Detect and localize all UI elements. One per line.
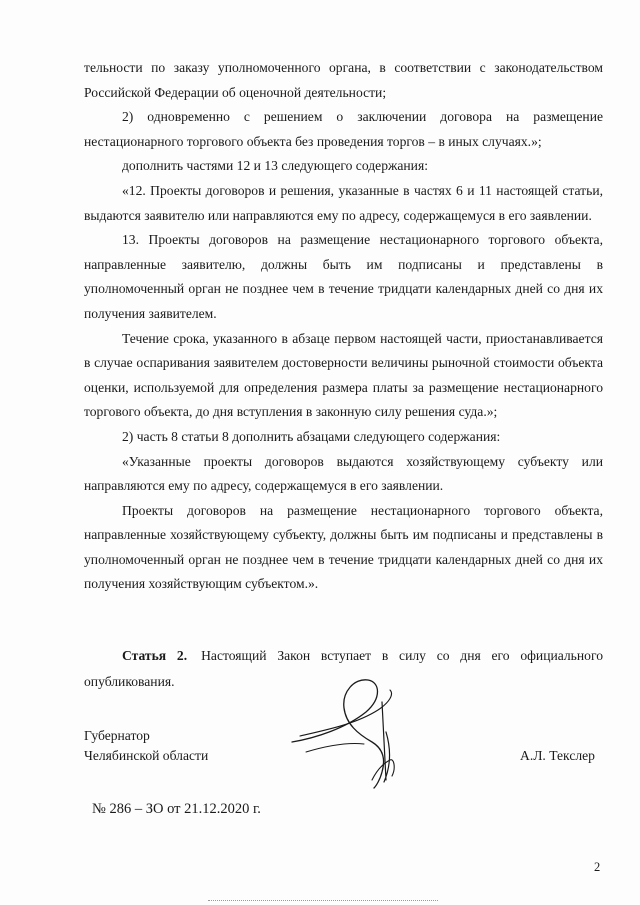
paragraph-1: тельности по заказу уполномоченного органа, в соответствии с законодательством Российской Федерации об оценочной деятельности; (84, 60, 603, 100)
paragraph-6: Течение срока, указанного в абзаце первом настоящей части, приостанавливается в случае оспаривания заявителем достоверности величины рыночной стоимости объекта оценки, используемой для определения размера платы за размещение нестационарного торгового объекта, до дня вступления в законную силу решения суда.»; (84, 330, 603, 420)
paragraph-5: 13. Проекты договоров на размещение нестационарного торгового объекта, направленные заявителю, должны быть им подписаны и представлены в уполномоченный орган не позднее чем в течение тридцати календарных дней со дня их получения заявителем. (84, 232, 603, 321)
paragraph-3: дополнить частями 12 и 13 следующего содержания: (122, 158, 428, 174)
page-number: 2 (594, 860, 601, 874)
paragraph-8: «Указанные проекты договоров выдаются хозяйствующему субъекту или направляются ему по адресу, содержащемуся в его заявлении. (84, 453, 603, 494)
article-text: Настоящий Закон вступает в силу со дня его официального опубликования. (84, 648, 603, 689)
paragraph-7: 2) часть 8 статьи 8 дополнить абзацами следующего содержания: (122, 428, 501, 444)
law-number: № 286 – ЗО от 21.12.2020 г. (92, 801, 261, 817)
handwritten-signature (286, 672, 426, 792)
signatory-position-line1: Губернатор (84, 728, 150, 743)
scan-edge-divider (208, 900, 438, 901)
paragraph-4: «12. Проекты договоров и решения, указанные в частях 6 и 11 настоящей статьи, выдаются заявителю или направляются ему по адресу, содержащемуся в его заявлении. (84, 182, 603, 223)
paragraph-9: Проекты договоров на размещение нестационарного торгового объекта, направленные хозяйствующему субъекту, должны быть им подписаны и представлены в уполномоченный орган не позднее чем в течение тридцати календарных дней со дня их получения хозяйствующим субъектом.». (84, 502, 603, 592)
paragraph-2: 2) одновременно с решением о заключении договора на размещение нестационарного торгового объекта без проведения торгов – в иных случаях.»; (84, 109, 603, 149)
signatory-position-line2: Челябинской области (84, 748, 209, 763)
signatory-name: А.Л. Текслер (520, 748, 595, 763)
law-body-text (84, 56, 603, 597)
article-title: Статья 2. (122, 648, 188, 663)
signatory-position (84, 726, 208, 766)
